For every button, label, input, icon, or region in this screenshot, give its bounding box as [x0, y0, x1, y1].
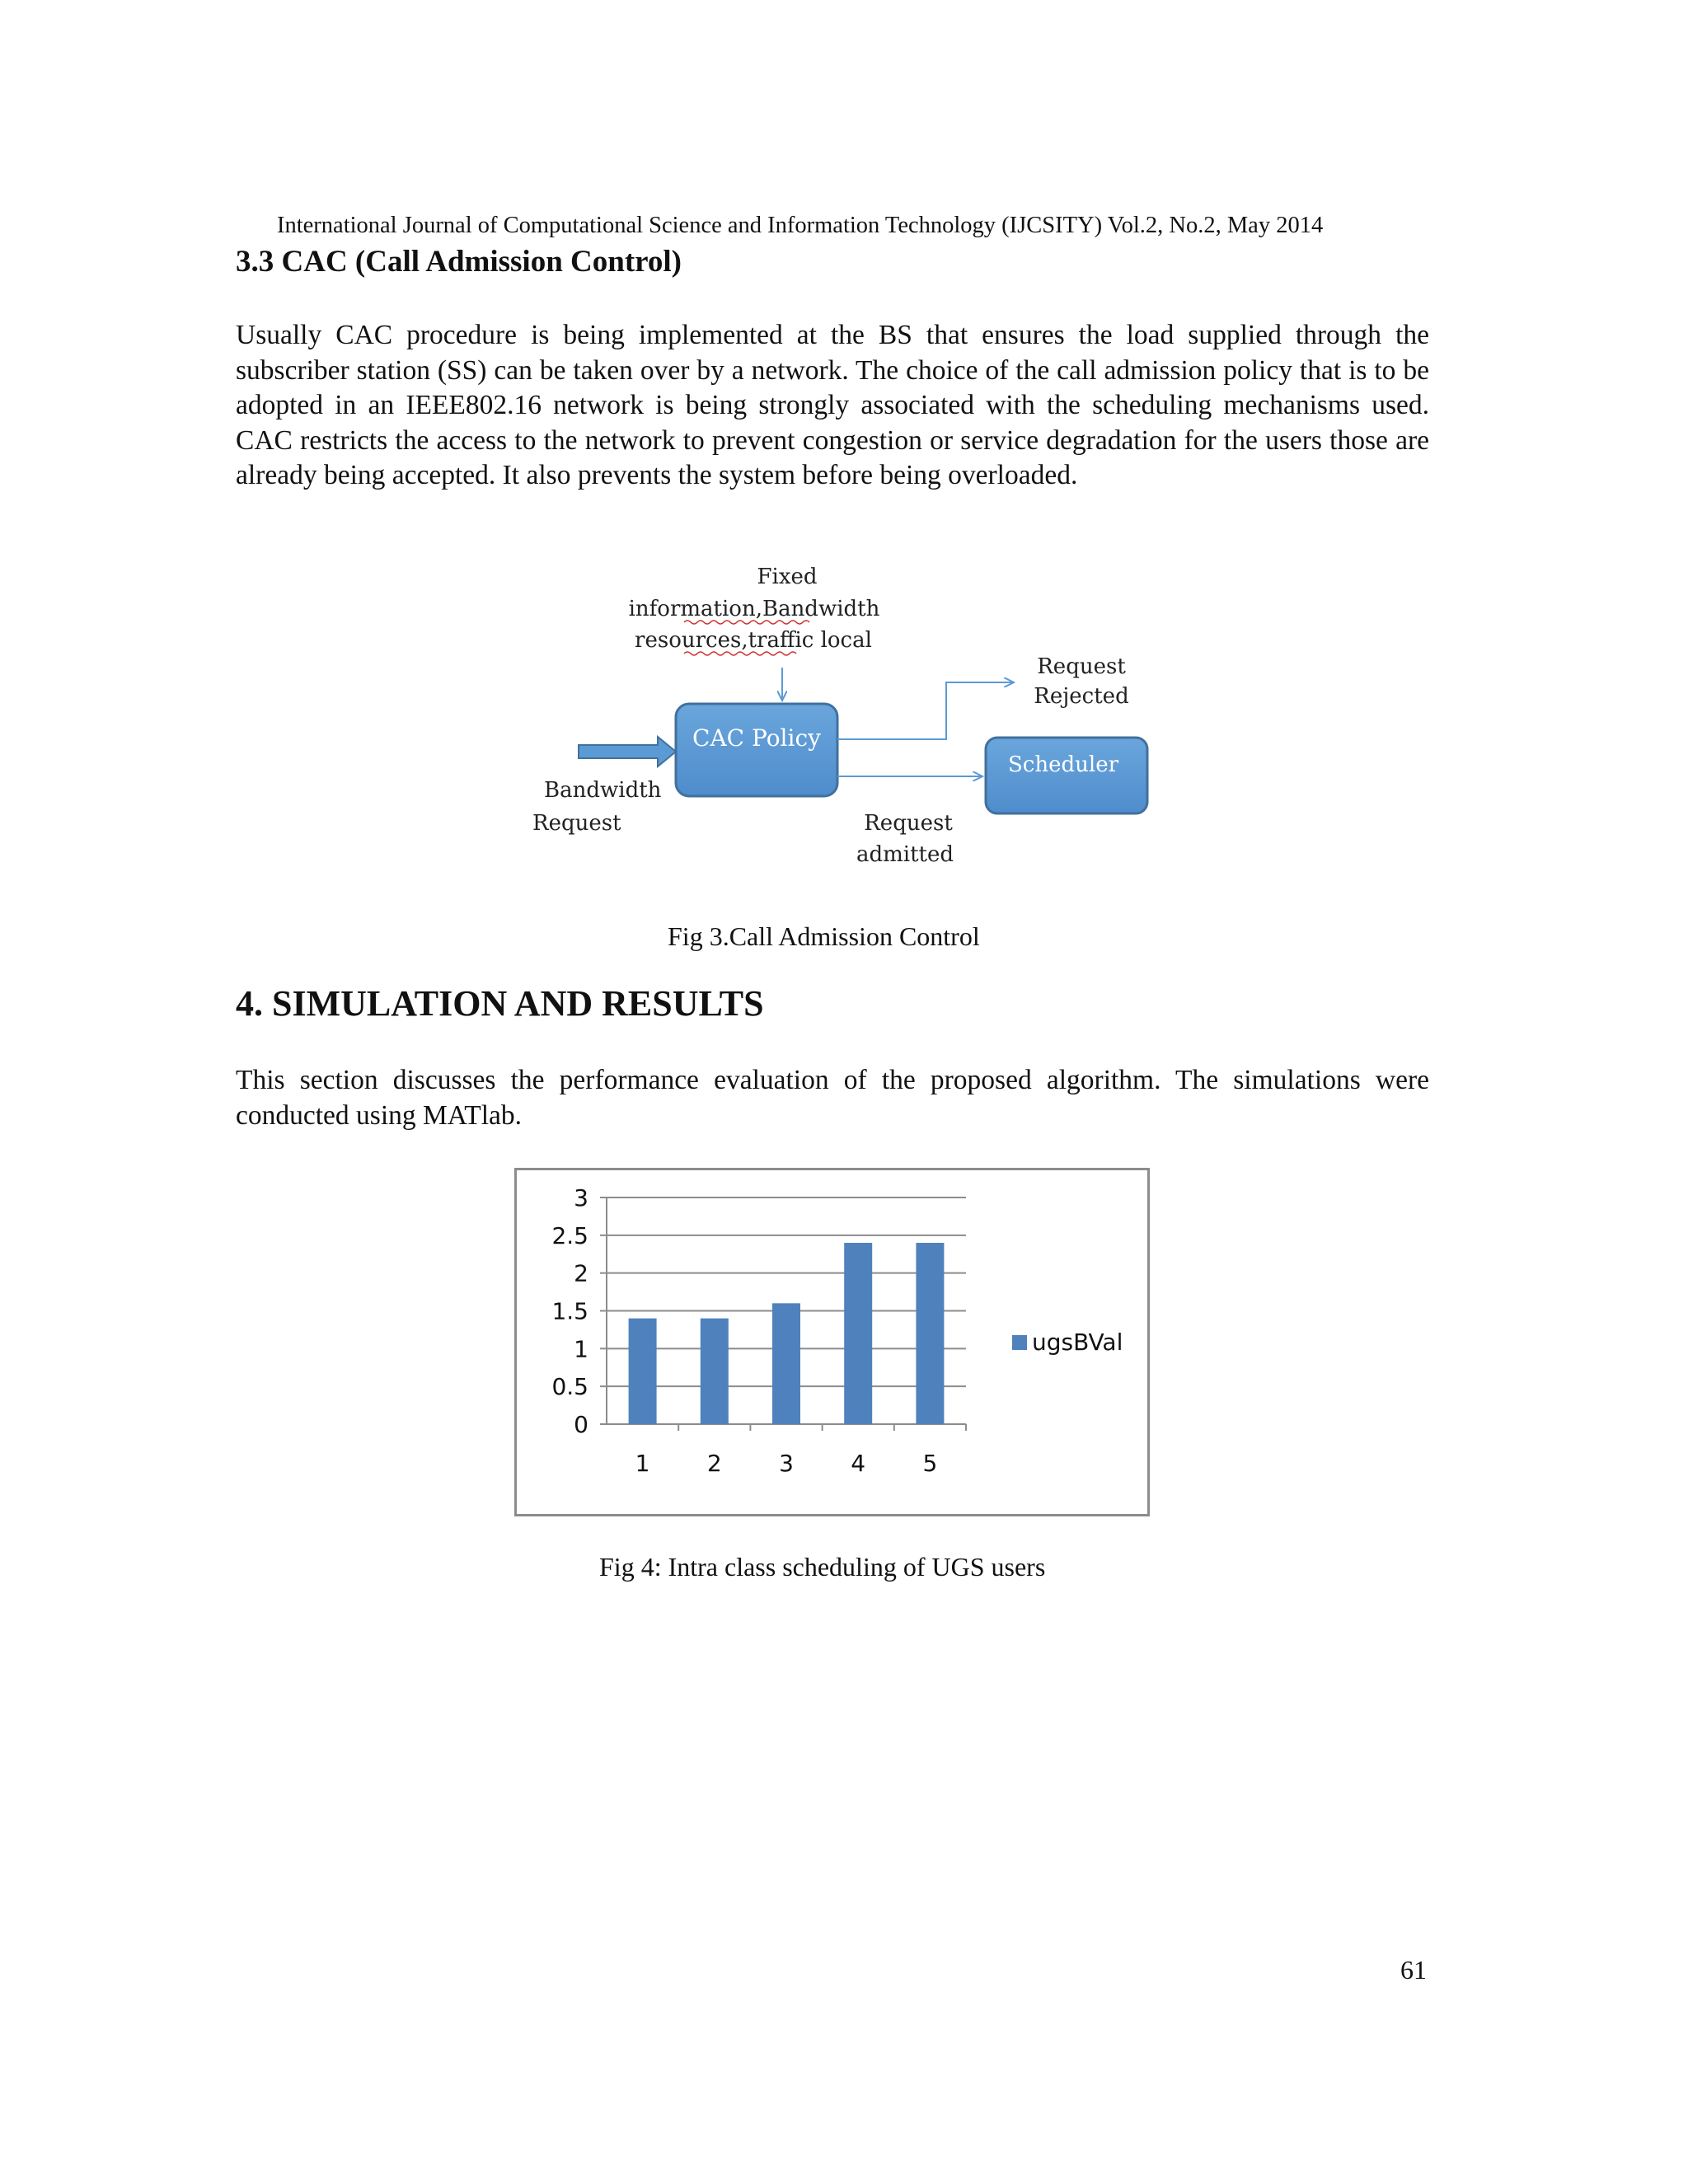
bar-2: [701, 1319, 729, 1424]
running-header: International Journal of Computational Science and Information Technology (IJCSITY) Vol.2, No.2, May 2014: [277, 213, 1324, 238]
cac-policy-label: CAC Policy: [692, 724, 821, 752]
legend-swatch: [1012, 1335, 1027, 1350]
cac-diagram: [511, 554, 1170, 875]
rejected-label-line1: Request: [1037, 654, 1126, 679]
y-tick-label: 2.5: [551, 1221, 588, 1249]
x-tick-label: 5: [922, 1450, 938, 1477]
rejected-arrow: [837, 682, 1014, 739]
bandwidth-label-line2: Request: [532, 811, 621, 836]
x-tick-label: 1: [635, 1450, 650, 1477]
bandwidth-request-arrow: [579, 737, 676, 766]
fixed-info-label-line1: Fixed: [757, 565, 818, 589]
spellcheck-underline-2: [684, 652, 796, 655]
simulation-paragraph: This section discusses the performance evaluation of the proposed algorithm. The simulations were conducted using MATlab.: [236, 1065, 1429, 1131]
figure-4-caption: Fig 4: Intra class scheduling of UGS users: [599, 1552, 1046, 1582]
scheduler-label: Scheduler: [1007, 752, 1119, 777]
x-tick-label: 4: [851, 1450, 866, 1477]
bar-5: [916, 1243, 944, 1424]
legend-label: ugsBVal: [1032, 1329, 1123, 1356]
x-tick-label: 2: [706, 1450, 722, 1477]
y-tick-label: 0.5: [551, 1373, 588, 1401]
y-tick-label: 0: [574, 1411, 588, 1438]
section-heading-3-3: 3.3 CAC (Call Admission Control): [236, 245, 682, 279]
y-tick-label: 1: [574, 1335, 588, 1363]
section-heading-4: 4. SIMULATION AND RESULTS: [236, 983, 764, 1024]
y-tick-label: 2: [574, 1259, 588, 1287]
bar-4: [844, 1243, 872, 1424]
bar-1: [629, 1319, 657, 1424]
rejected-label-line2: Rejected: [1034, 684, 1129, 709]
bar-chart: [514, 1168, 1150, 1516]
admitted-label-line2: admitted: [856, 842, 954, 867]
bar-3: [772, 1303, 800, 1424]
fixed-info-label-line3: resources,traffic local: [635, 628, 872, 653]
page-number: 61: [1400, 1955, 1427, 1985]
admitted-label-line1: Request: [864, 811, 953, 836]
bandwidth-label-line1: Bandwidth: [544, 778, 662, 803]
figure-3-caption: Fig 3.Call Admission Control: [668, 921, 980, 951]
y-tick-label: 3: [574, 1184, 588, 1212]
y-tick-label: 1.5: [551, 1297, 588, 1325]
x-tick-label: 3: [779, 1450, 794, 1477]
fixed-info-label-line2: information,Bandwidth: [628, 597, 880, 621]
cac-paragraph: Usually CAC procedure is being implemented at the BS that ensures the load supplied through the subscriber station (SS) can be taken over by a network. The choice of the call admission policy that is to be adopted in an IEEE802.16 network is being strongly associated with the scheduling mechanisms used. CAC restricts the access to the network to prevent congestion or service degradation for the users those are already being accepted. It also prevents the system before being overloaded.: [236, 320, 1429, 490]
